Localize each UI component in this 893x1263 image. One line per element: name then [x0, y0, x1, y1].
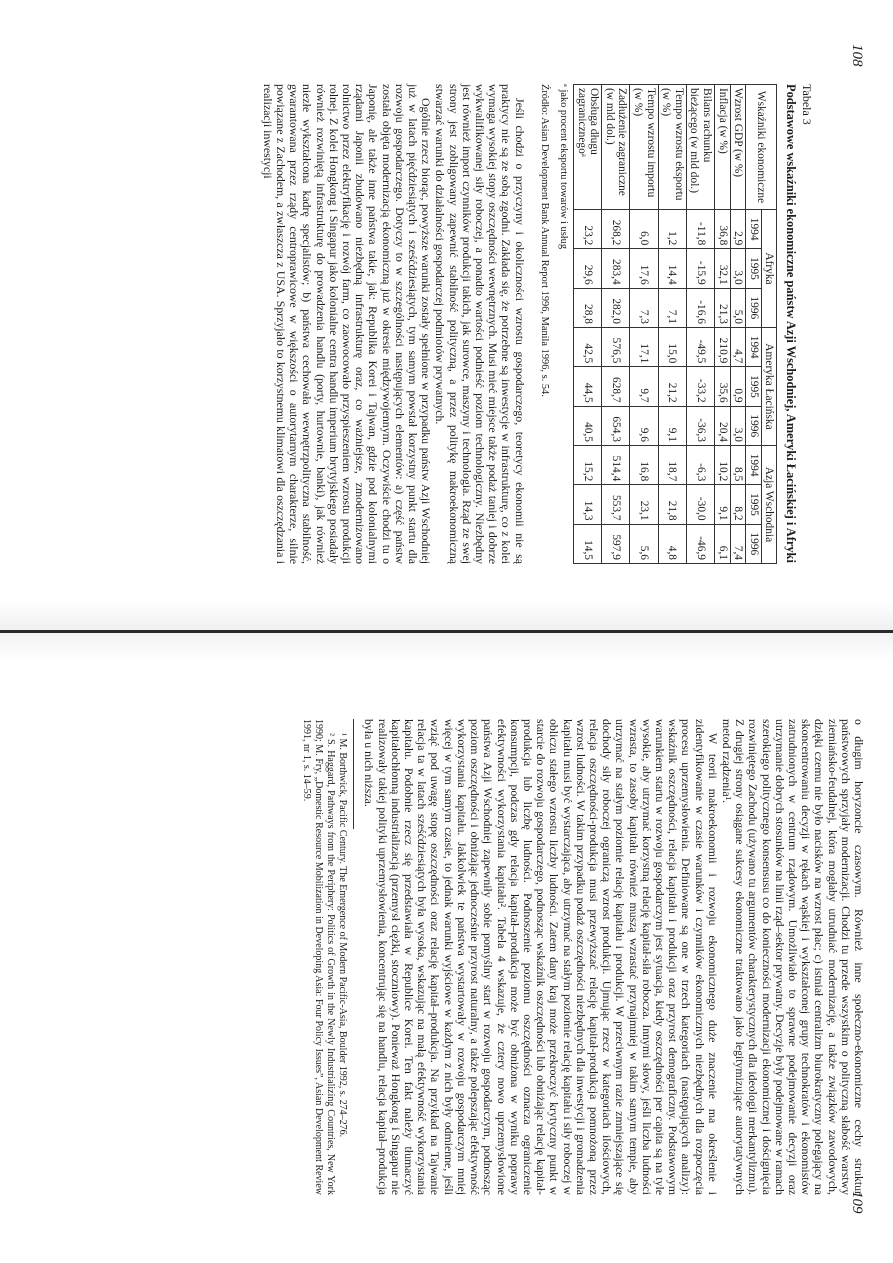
- table-cell: 576,5: [602, 327, 630, 366]
- table-cell: 10,2: [714, 445, 730, 484]
- table-row: [730, 85, 746, 564]
- table-cell: 7,3: [630, 288, 658, 327]
- body-paragraph: W teorii makroekonomii i rozwoju ekonomicznego duże znaczenie ma określenie i zidentyfikowanie w czasie warunków i czynników ekonomicznych niezbędnych dla rozpoczęcia procesu uprzemysłowienia. Definiowane są one w trzech kategoriach (następujących analizy): wskaźnik oszczędności, relacja kapitału i produkcji oraz przyrost demograficzny. Podstawowym warunkiem startu w rozwoju gospodarczym jest sytuacja, kiedy oszczędności per capita są na tyle wysokie, aby utrzymać korzystną relację kapitał-siła robocza. Innymi słowy, jeśli liczba ludności wzrasta, to zasoby kapitału również muszą wzrastać przynajmniej w takim samym tempie, aby utrzymać na stałym poziomie relację kapitału i produkcji. W przeciwnym razie zmniejszające się dochody siły roboczej ograniczą wzrost produkcji. Ujmując rzecz w kategoriach ilościowych, relacja oszczędności-produkcja musi przewyższać relację kapitał-produkcja pomnożoną przez wzrost ludności. W takim przypadku podaż oszczędności niezbędnych dla inwestycji i gromadzenia kapitału musi być wystarczająca, aby utrzymać na stałym poziomie relację kapitału i siły roboczej w obliczu stałego wzrostu liczby ludności. Zatem dany kraj może przekroczyć krytyczny punkt w starcie do rozwoju gospodarczego, podnosząc wskaźnik oszczędności lub obniżając relację kapitał-produkcja lub liczbę ludności. Podnoszenie poziomu oszczędności oznacza ograniczenie konsumpcji, podczas gdy relacja kapitał–produkcja może być obniżona w wyniku poprawy efektywności wykorzystania kapitału². Tabela 4 wskazuje, że cztery nowo uprzemysłowione państwa Azji Wschodniej zapewniły sobie pomyślny start w rozwoju gospodarczym, podnosząc poziom oszczędności i obniżając jednocześnie przyrost naturalny, a także polepszając efektywność wykorzystania kapitału. Jakkolwiek te państwa wystartowały w rozwoju gospodarczym mniej więcej w tym samym czasie, to jednak warunki wyjściowe w każdym z nich były odmienne, jeśli wziąć pod uwagę stopę oszczędności oraz relację kapitał–produkcja. Na przykład na Tajwanie relacja ta w latach sześćdziesiątych była wysoka, wskazując na małą efektywność wykorzystania kapitału. Podobnie rzecz się przedstawiała w Republice Korei. Ten fakt należy tłumaczyć kapitałochłonną industrializacją (przemysł ciężki, stoczniowy). Ponieważ Hongkong i Singapur nie realizowały takiej polityki uprzemysłowienia, koncentrując się na handlu, relacja kapitał–produkcja była u nich niższa.: [362, 719, 720, 1195]
- table-cell: 23,1: [630, 485, 658, 524]
- table-cell: 3,0: [730, 406, 746, 445]
- table-cell: 14,3: [573, 485, 601, 524]
- table-cell: 44,5: [573, 367, 601, 406]
- table-cell: 23,2: [573, 210, 601, 249]
- table-cell: 16,8: [630, 445, 658, 484]
- table-cell: 553,7: [602, 485, 630, 524]
- table-cell: 21,3: [714, 288, 730, 327]
- page-108: [0, 0, 893, 630]
- header-year: 1996: [746, 406, 762, 445]
- table-cell: 28,8: [573, 288, 601, 327]
- header-year: 1994: [746, 327, 762, 366]
- header-indicator: Wskaźniki ekonomiczne: [746, 85, 777, 210]
- table-note: ᵃ jako procent eksportu towarów i usług: [557, 84, 569, 250]
- table-cell: 15,0: [658, 327, 686, 366]
- table-cell: -46,9: [686, 524, 714, 563]
- table-cell: 35,6: [714, 367, 730, 406]
- table-cell: 628,7: [602, 367, 630, 406]
- table-cell: 1,2: [658, 210, 686, 249]
- table-title: Podstawowe wskaźniki ekonomiczne państw Azji Wschodniej, Ameryki Łacińskiej i Afryki: [783, 84, 798, 563]
- table-cell: 5,6: [630, 524, 658, 563]
- table-cell: 4,7: [730, 327, 746, 366]
- body-paragraph: Ogólnie rzecz biorąc, powyższe warunki zostały spełnione w przypadku państw Azji Wschodniej już w latach pięćdziesiątych i sześćdziesiątych, tym samym powstał korzystny punkt startu dla rozwoju gospodarczego. Dotyczy to w szczególności następujących elementów: a) część państw została objęta modernizacją ekonomiczną już w okresie międzywojennym. Oczywiście chodzi tu o Japonię, ale także inne państwa takie, jak: Republika Korei i Tajwan, gdzie pod kolonialnymi rządami Japonii zbudowano niezbędną infrastrukturę oraz, co ważniejsze, zmodernizowano rolnictwo przez elektryfikację i rozwój farm, co zaowocowało przyspieszeniem wzrostu produkcji rolnej. Z kolei Hongkong i Singapur jako kolonialne centra handlu imperium brytyjskiego posiadały również rozwiniętą infrastrukturę do prowadzenia handlu (porty, hurtownie, banki), jak również niezłe wykształcona kadrę specjalistów; b) państwa cechowała wewnętrzpolityczna stabilność, gwarantowana przez rządy centroprawicowe w większości o autorytarnym charakterze, silnie powiązane z Zachodem, a zwłaszcza z USA. Sprzyjało to korzystnemu klimatowi dla oszczędzania i realizacji inwestycji: [260, 84, 434, 564]
- table-row: [630, 85, 658, 564]
- table-cell: 282,0: [602, 288, 630, 327]
- table-cell: 2,9: [730, 210, 746, 249]
- footnote: ¹ M. Borthwick, Pacific Century. The Emergence of Modern Pacific-Asia, Boulder 1992, s. 274–276.: [337, 733, 349, 1138]
- row-label: Tempo wzrostu eksportu (w %): [658, 85, 686, 210]
- body-paragraph: Jeśli chodzi o przyczyny i okoliczności wzrostu gospodarczego, teoretycy ekonomii nie są praktycy nie są ze sobą zgodni. Zakłada się, że potrzebne są inwestycje w infrastrukturę, co z kolei wymaga wysokiej stopy oszczędności wewnętrznych. Musi mieć miejsce także podaż taniej i dobrze wykwalifikowanej siły roboczej, a ponadto wartości podnieść poziom technologiczny. Niezbędny jest również import czynników produkcji takich, jak surowce, maszyny i technologia. Rząd ze swej strony jest zobligowany zapewnić stabilność polityczną, a przez politykę makroekonomiczną stwarzać warunki do działalności gospodarczej podmiotów prywatnych.: [433, 84, 527, 564]
- table-cell: 6,0: [630, 210, 658, 249]
- header-region-latin-america: Ameryka Łacińska: [761, 327, 777, 445]
- indicators-table: [573, 84, 777, 564]
- table-cell: 29,6: [573, 249, 601, 288]
- page-number-109: 109: [849, 1191, 865, 1214]
- table-source: Źródło: Asian Development Bank Annual Report 1996, Manila 1996, s. 54.: [538, 84, 550, 397]
- header-region-east-asia: Azja Wschodnia: [761, 445, 777, 563]
- table-cell: -11,8: [686, 210, 714, 249]
- table-cell: 14,5: [573, 524, 601, 563]
- table-cell: 8,5: [730, 445, 746, 484]
- table-cell: 32,1: [714, 249, 730, 288]
- table-cell: -36,3: [686, 406, 714, 445]
- body-paragraph: o długim horyzoncie czasowym. Również inne społeczno-ekonomiczne cechy struktur państwowych sprzyjały modernizacji. Chodzi tu przede wszystkim o polityczną słabość warstwy ziemiańsko-feudalnej, która mogłaby utrudniać modernizację, a także związków zawodowych, dzięki czemu nie było nacisków na wzrost płac; c) istniał centralizm biurokratyczny polegający na skoncentrowaniu decyzji w rękach wąskiej i wykształconej grupy technokratów i ekonomistów zatrudnionych w centrum rządowym. Umożliwiało to sprawne podejmowanie decyzji oraz utrzymanie dobrych stosunków na linii rząd–sektor prywatny. Decyzje były podejmowane w ramach szerokiego politycznego konsensusu co do konieczności modernizacji ekonomicznej i doścignięcia rozwiniętego Zachodu (używano tu argumentów charakterystycznych dla ideologii merkantylizmu). Z drugiej strony osiągane sukcesy ekonomiczne traktowano jako legitymizujące autorytatywnych metod rządzenia¹.: [719, 719, 866, 1195]
- table-cell: 8,2: [730, 485, 746, 524]
- table-cell: 268,2: [602, 210, 630, 249]
- header-year: 1995: [746, 249, 762, 288]
- row-label: Bilans rachunku bieżącego (w mld dol.): [686, 85, 714, 210]
- header-year: 1996: [746, 524, 762, 563]
- table-cell: 4,8: [658, 524, 686, 563]
- table-cell: -33,2: [686, 367, 714, 406]
- table-cell: 17,6: [630, 249, 658, 288]
- table-cell: 21,8: [658, 485, 686, 524]
- table-cell: 5,0: [730, 288, 746, 327]
- table-cell: 210,9: [714, 327, 730, 366]
- table-row: [658, 85, 686, 564]
- table-cell: 3,0: [730, 249, 746, 288]
- table-cell: 6,1: [714, 524, 730, 563]
- table-cell: 7,4: [730, 524, 746, 563]
- table-cell: 7,1: [658, 288, 686, 327]
- table-cell: 283,4: [602, 249, 630, 288]
- table-cell: 0,9: [730, 367, 746, 406]
- table-cell: 20,4: [714, 406, 730, 445]
- header-year: 1994: [746, 210, 762, 249]
- table-cell: 9,1: [658, 406, 686, 445]
- header-year: 1995: [746, 485, 762, 524]
- footnote-rule: [353, 719, 354, 829]
- table-cell: 14,4: [658, 249, 686, 288]
- table-cell: 21,2: [658, 367, 686, 406]
- table-cell: 18,7: [658, 445, 686, 484]
- table-header-row-regions: [761, 85, 777, 564]
- table-cell: -6,3: [686, 445, 714, 484]
- table-row: [686, 85, 714, 564]
- text-column-109: [300, 719, 865, 1195]
- header-year: 1996: [746, 288, 762, 327]
- footnote: ² S. Haggard, Pathways from the Periphery: Politics of Growth in the Newly Industrializing Countries, New York 1990; M. Fry, „Domestic Resource Mobilization in Developing Asia: Four Policy Issues”, Asian Development Review 1991, nr 1, s. 14–59.: [301, 719, 336, 1195]
- table-row: [602, 85, 630, 564]
- table-cell: 9,7: [630, 367, 658, 406]
- table-cell: 597,9: [602, 524, 630, 563]
- page-number-108: 108: [849, 44, 865, 67]
- table-cell: 9,1: [714, 485, 730, 524]
- text-column-108: [260, 84, 813, 564]
- header-region-africa: Afryka: [761, 210, 777, 328]
- table-caption: Tabela 3: [800, 84, 814, 125]
- table-cell: -15,9: [686, 249, 714, 288]
- table-body: [573, 85, 745, 564]
- header-year: 1994: [746, 445, 762, 484]
- table-cell: -49,5: [686, 327, 714, 366]
- row-label: Zadłużenie zagraniczne (w mld dol.): [602, 85, 630, 210]
- row-label: Obsługa długu zagranicznegoᵃ: [573, 85, 601, 210]
- table-cell: 654,3: [602, 406, 630, 445]
- table-cell: 36,8: [714, 210, 730, 249]
- row-label: Tempo wzrostu importu (w %): [630, 85, 658, 210]
- table-cell: -16,6: [686, 288, 714, 327]
- table-cell: 15,2: [573, 445, 601, 484]
- table-cell: 9,6: [630, 406, 658, 445]
- row-label: Wzrost GDP (w %): [730, 85, 746, 210]
- table-cell: 40,5: [573, 406, 601, 445]
- table-cell: 42,5: [573, 327, 601, 366]
- table-cell: 514,4: [602, 445, 630, 484]
- page-109: [0, 633, 893, 1263]
- header-year: 1995: [746, 367, 762, 406]
- table-cell: -30,0: [686, 485, 714, 524]
- table-cell: 17,1: [630, 327, 658, 366]
- table-row: [573, 85, 601, 564]
- row-label: Inflacja (w %): [714, 85, 730, 210]
- table-row: [714, 85, 730, 564]
